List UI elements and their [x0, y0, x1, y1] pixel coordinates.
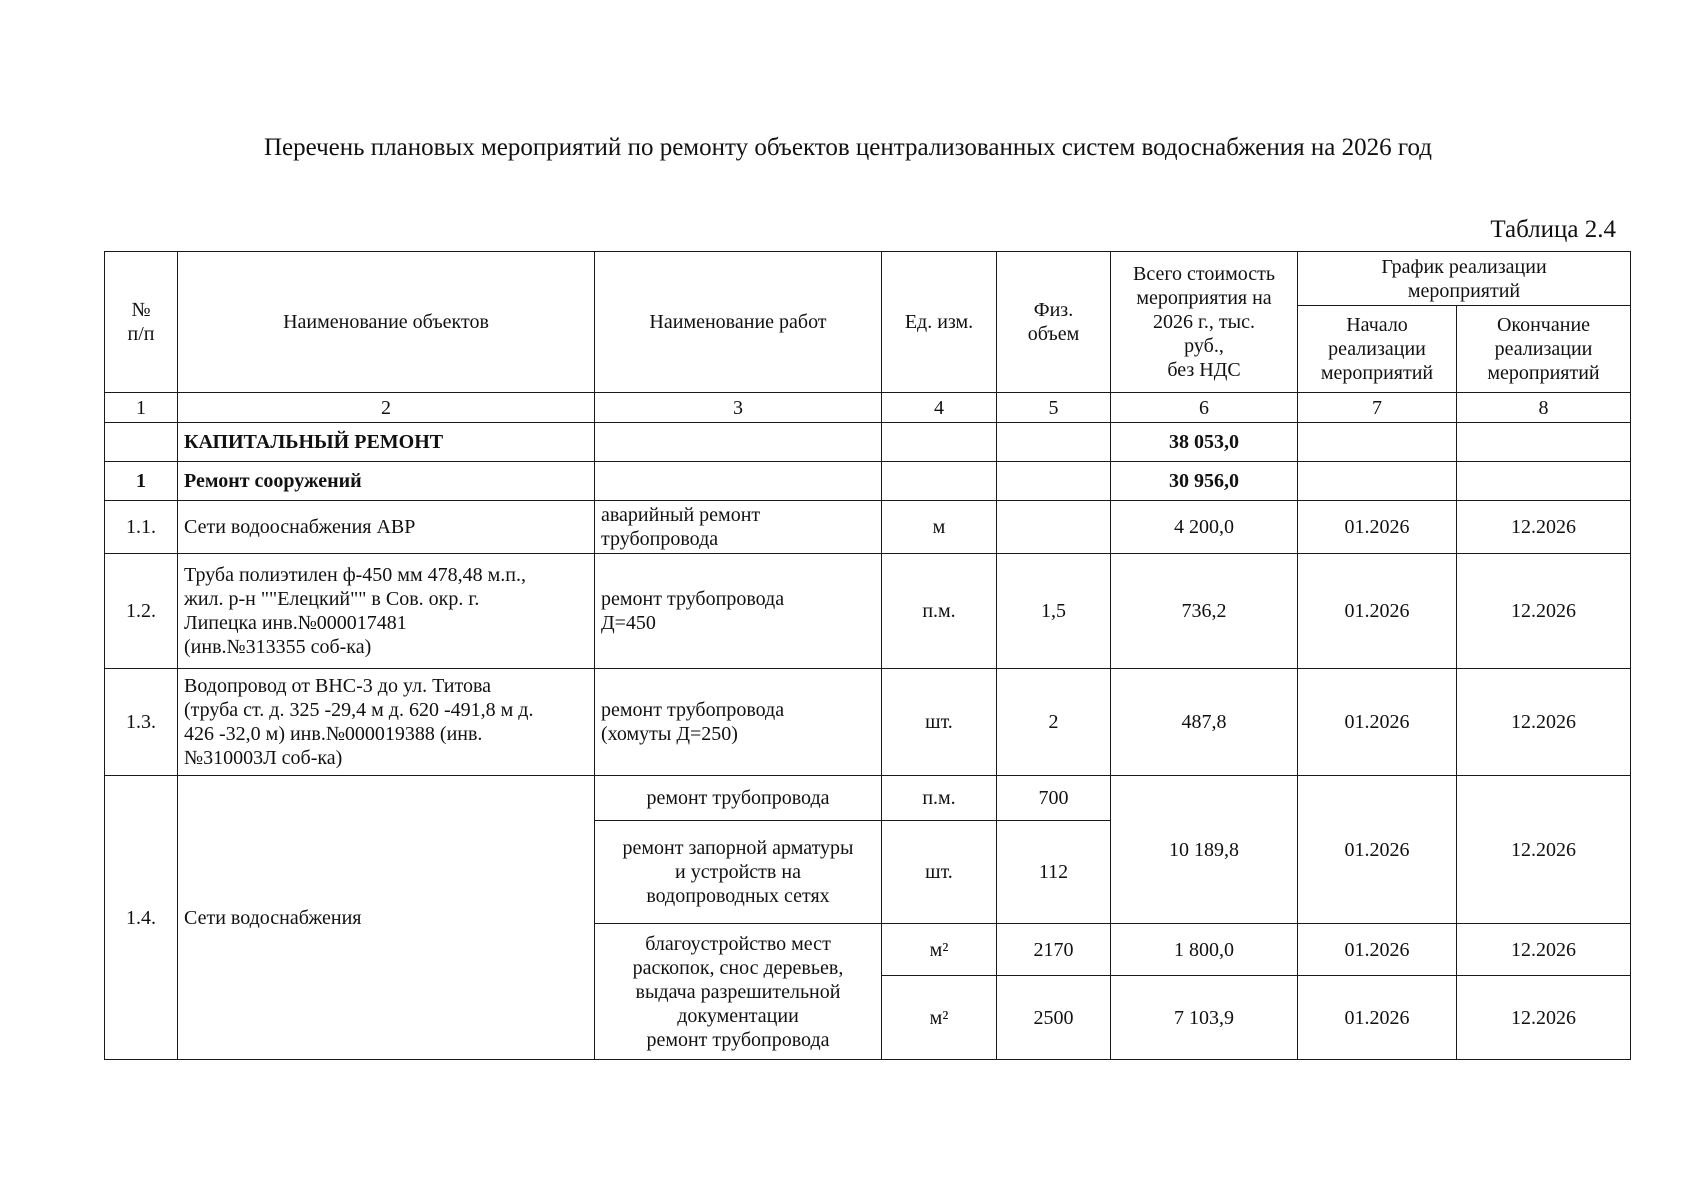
header-unit: Ед. изм.	[882, 252, 997, 393]
row-end: 12.2026	[1457, 669, 1631, 776]
row-cost: 736,2	[1111, 554, 1298, 669]
row-start: 01.2026	[1298, 776, 1457, 924]
header-schedule: График реализации мероприятий	[1298, 252, 1631, 306]
row-start: 01.2026	[1298, 554, 1457, 669]
document-title: Перечень плановых мероприятий по ремонту объектов централизованных систем водоснабжения на 2026 год	[263, 134, 1433, 161]
row-volume: 112	[997, 821, 1111, 924]
table-row	[105, 554, 1631, 669]
row-work: благоустройство мест раскопок, снос деревьев, выдача разрешительной документации ремонт трубопровода	[595, 924, 882, 1060]
row-num: 1.3.	[105, 669, 178, 776]
section-cost: 30 956,0	[1111, 462, 1298, 501]
row-unit: шт.	[882, 821, 997, 924]
header-volume: Физ. объем	[997, 252, 1111, 393]
col-number: 1	[105, 393, 178, 423]
col-number: 3	[595, 393, 882, 423]
table-row	[105, 776, 1631, 821]
row-unit: п.м.	[882, 776, 997, 821]
row-work: ремонт трубопровода	[595, 776, 882, 821]
row-work: ремонт трубопровода Д=450	[595, 554, 882, 669]
col-number: 4	[882, 393, 997, 423]
row-unit: м	[882, 501, 997, 554]
row-unit: м²	[882, 924, 997, 976]
row-volume: 700	[997, 776, 1111, 821]
row-unit: шт.	[882, 669, 997, 776]
col-number: 7	[1298, 393, 1457, 423]
row-end: 12.2026	[1457, 776, 1631, 924]
section-num: 1	[105, 462, 178, 501]
row-start: 01.2026	[1298, 501, 1457, 554]
section-title: Ремонт сооружений	[178, 462, 595, 501]
row-volume: 2	[997, 669, 1111, 776]
col-number: 2	[178, 393, 595, 423]
table-label: Таблица 2.4	[1490, 216, 1616, 243]
col-number: 8	[1457, 393, 1631, 423]
header-start: Начало реализации мероприятий	[1298, 306, 1457, 393]
capital-repair-cost: 38 053,0	[1111, 423, 1298, 462]
capital-repair-title: КАПИТАЛЬНЫЙ РЕМОНТ	[178, 423, 595, 462]
row-object: Водопровод от ВНС-3 до ул. Титова (труба ст. д. 325 -29,4 м д. 620 -491,8 м д. 426 -32,0 м) инв.№000019388 (инв. №310003Л соб-ка)	[178, 669, 595, 776]
header-end: Окончание реализации мероприятий	[1457, 306, 1631, 393]
row-num: 1.4.	[105, 776, 178, 1060]
row-end: 12.2026	[1457, 924, 1631, 976]
row-cost: 1 800,0	[1111, 924, 1298, 976]
header-works: Наименование работ	[595, 252, 882, 393]
row-work: ремонт трубопровода (хомуты Д=250)	[595, 669, 882, 776]
header-num: № п/п	[105, 252, 178, 393]
row-object: Сети водоснабжения	[178, 776, 595, 1060]
capital-repair-row	[105, 423, 1631, 462]
row-cost: 487,8	[1111, 669, 1298, 776]
row-object: Сети водооснабжения АВР	[178, 501, 595, 554]
row-end: 12.2026	[1457, 976, 1631, 1060]
header-objects: Наименование объектов	[178, 252, 595, 393]
column-number-row	[105, 393, 1631, 423]
row-volume: 1,5	[997, 554, 1111, 669]
row-unit: п.м.	[882, 554, 997, 669]
row-num: 1.2.	[105, 554, 178, 669]
header-cost: Всего стоимость мероприятия на 2026 г., тыс. руб., без НДС	[1111, 252, 1298, 393]
row-volume: 2500	[997, 976, 1111, 1060]
row-volume	[997, 501, 1111, 554]
row-num: 1.1.	[105, 501, 178, 554]
table-row	[105, 669, 1631, 776]
section-row	[105, 462, 1631, 501]
row-object: Труба полиэтилен ф-450 мм 478,48 м.п., жил. р-н ""Елецкий"" в Сов. окр. г. Липецка инв.№000017481 (инв.№313355 соб-ка)	[178, 554, 595, 669]
measures-table	[104, 251, 1631, 1060]
table-row	[105, 501, 1631, 554]
row-end: 12.2026	[1457, 501, 1631, 554]
row-cost: 7 103,9	[1111, 976, 1298, 1060]
row-work: ремонт запорной арматуры и устройств на водопроводных сетях	[595, 821, 882, 924]
row-start: 01.2026	[1298, 976, 1457, 1060]
row-unit: м²	[882, 976, 997, 1060]
row-volume: 2170	[997, 924, 1111, 976]
row-start: 01.2026	[1298, 669, 1457, 776]
row-cost: 10 189,8	[1111, 776, 1298, 924]
col-number: 6	[1111, 393, 1298, 423]
row-start: 01.2026	[1298, 924, 1457, 976]
col-number: 5	[997, 393, 1111, 423]
row-cost: 4 200,0	[1111, 501, 1298, 554]
row-end: 12.2026	[1457, 554, 1631, 669]
row-work: аварийный ремонт трубопровода	[595, 501, 882, 554]
